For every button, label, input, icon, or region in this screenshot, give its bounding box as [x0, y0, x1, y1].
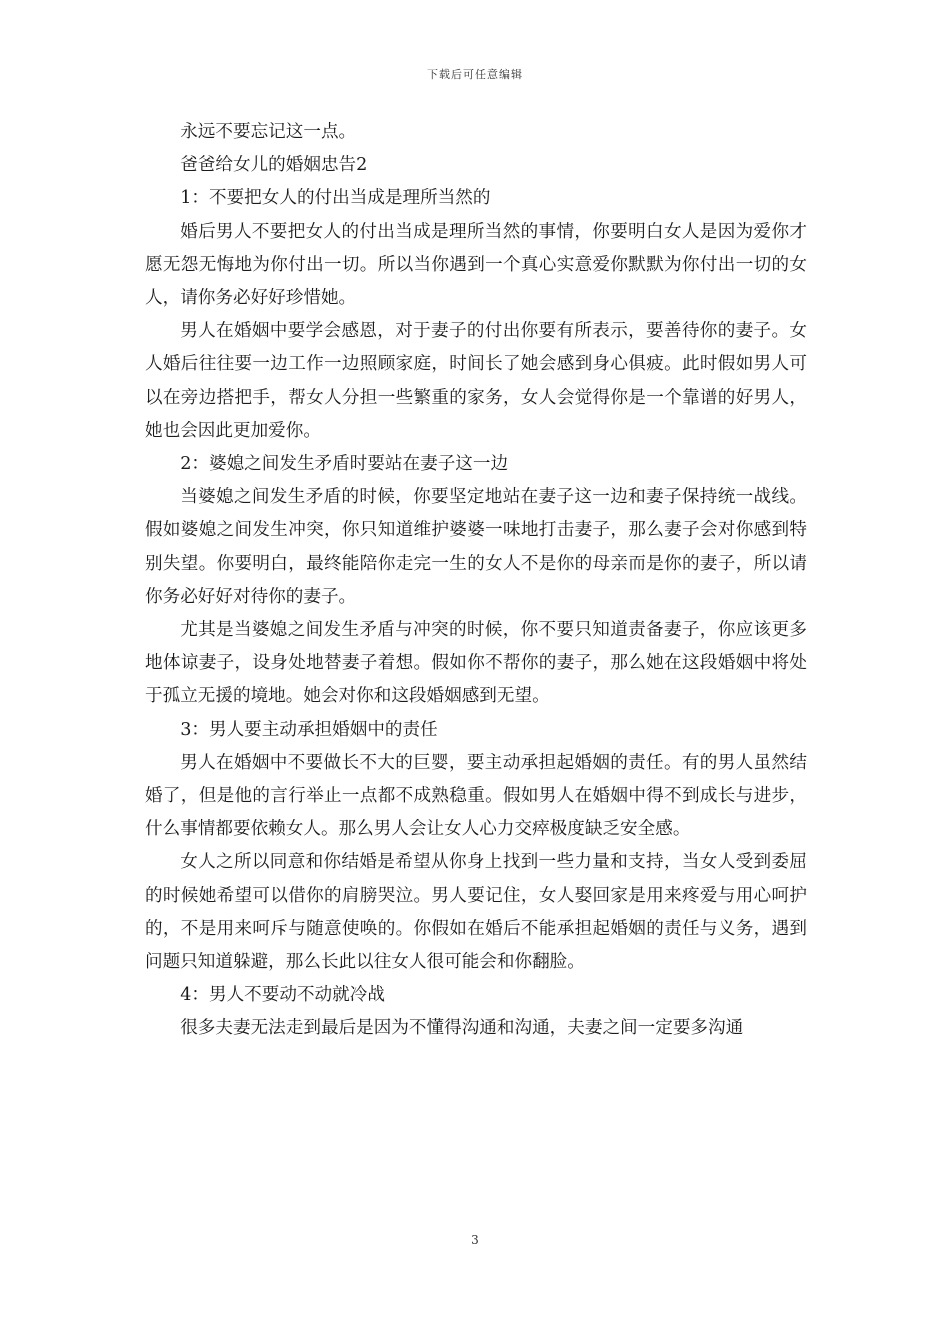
paragraph: 很多夫妻无法走到最后是因为不懂得沟通和沟通，夫妻之间一定要多沟通	[180, 1018, 744, 1039]
section-heading-3: 3：男人要主动承担婚姻中的责任	[180, 719, 438, 740]
document-body	[145, 116, 807, 1046]
paragraph: 当婆媳之间发生矛盾的时候，你要坚定地站在妻子这一边和妻子保持统一战线。假如婆媳之间发生冲突，你只知道维护婆婆一味地打击妻子，那么妻子会对你感到特别失望。你要明白，最终能陪你走完一生的女人不是你的母亲而是你的妻子，所以请你务必好好对待你的妻子。	[145, 487, 807, 607]
section-heading-4: 4：男人不要动不动就冷战	[180, 985, 385, 1006]
section-heading-2: 2：婆媳之间发生矛盾时要站在妻子这一边	[180, 454, 509, 475]
paragraph: 婚后男人不要把女人的付出当成是理所当然的事情，你要明白女人是因为爱你才愿无怨无悔地为你付出一切。所以当你遇到一个真心实意爱你默默为你付出一切的女人，请你务必好好珍惜她。	[145, 221, 807, 309]
paragraph: 永远不要忘记这一点。	[180, 122, 357, 142]
paragraph: 男人在婚姻中不要做长不大的巨婴，要主动承担起婚姻的责任。有的男人虽然结婚了，但是他的言行举止一点都不成熟稳重。假如男人在婚姻中得不到成长与进步，什么事情都要依赖女人。那么男人会让女人心力交瘁极度缺乏安全感。	[145, 752, 807, 840]
section-title: 爸爸给女儿的婚姻忠告2	[180, 155, 368, 176]
paragraph: 女人之所以同意和你结婚是希望从你身上找到一些力量和支持，当女人受到委屈的时候她希望可以借你的肩膀哭泣。男人要记住，女人娶回家是用来疼爱与用心呵护的，不是用来呵斥与随意使唤的。你假如在婚后不能承担起婚姻的责任与义务，遇到问题只知道躲避，那么长此以往女人很可能会和你翻脸。	[145, 852, 807, 973]
page-header: 下载后可任意编辑	[427, 68, 523, 81]
paragraph: 男人在婚姻中要学会感恩，对于妻子的付出你要有所表示，要善待你的妻子。女人婚后往往要一边工作一边照顾家庭，时间长了她会感到身心俱疲。此时假如男人可以在旁边搭把手，帮女人分担一些繁重的家务，女人会觉得你是一个靠谱的好男人，她也会因此更加爱你。	[145, 321, 807, 441]
page-number: 3	[471, 1233, 479, 1247]
paragraph: 尤其是当婆媳之间发生矛盾与冲突的时候，你不要只知道责备妻子，你应该更多地体谅妻子，设身处地替妻子着想。假如你不帮你的妻子，那么她在这段婚姻中将处于孤立无援的境地。她会对你和这段婚姻感到无望。	[145, 620, 807, 707]
section-heading-1: 1：不要把女人的付出当成是理所当然的	[180, 188, 491, 209]
